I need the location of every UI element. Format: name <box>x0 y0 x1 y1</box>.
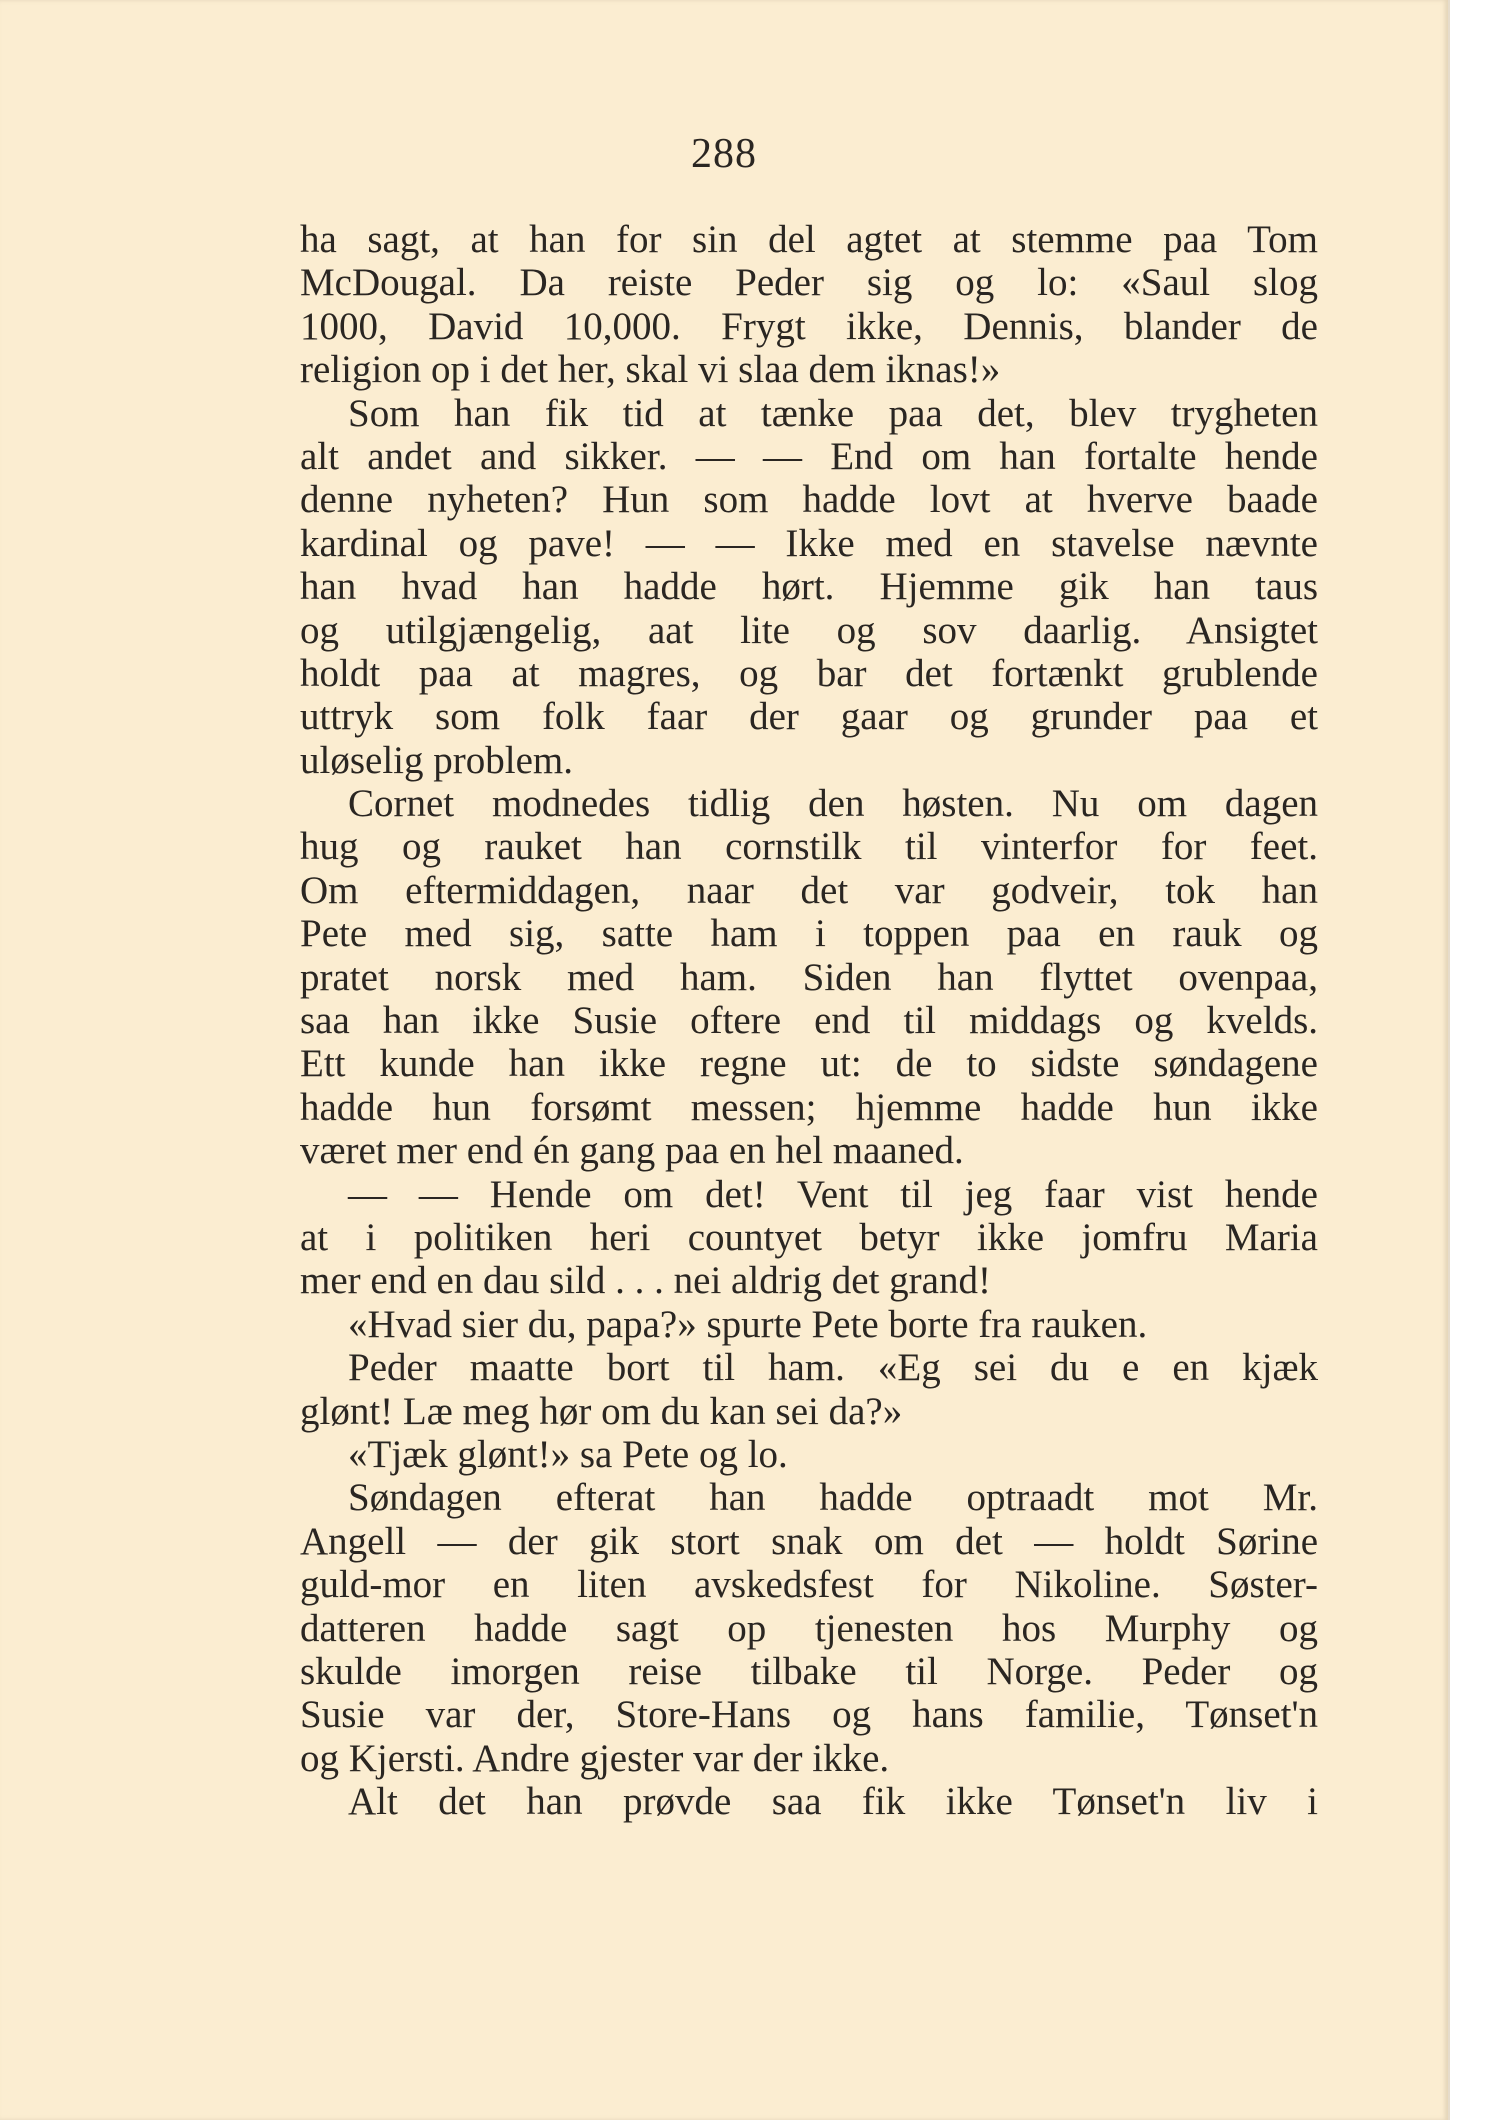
text-line: og utilgjængelig, aat lite og sov daarlig. Ansigtet <box>300 608 1318 652</box>
text-line: McDougal. Da reiste Peder sig og lo: «Saul slog <box>300 261 1318 305</box>
text-line: Angell — der gik stort snak om det — holdt Sørine <box>300 1519 1318 1563</box>
text-line: datteren hadde sagt op tjenesten hos Murphy og <box>300 1606 1318 1650</box>
text-line: Ett kunde han ikke regne ut: de to sidste søndagene <box>300 1042 1318 1086</box>
text-line: og Kjersti. Andre gjester var der ikke. <box>300 1736 890 1780</box>
text-line: Cornet modnedes tidlig den høsten. Nu om dagen <box>348 782 1318 826</box>
text-line: hadde hun forsømt messen; hjemme hadde hun ikke <box>300 1085 1318 1129</box>
text-line: at i politiken heri countyet betyr ikke jomfru Maria <box>300 1215 1318 1259</box>
text-line: «Hvad sier du, papa?» spurte Pete borte fra rauken. <box>348 1302 1148 1346</box>
text-line: Som han fik tid at tænke paa det, blev trygheten <box>348 391 1318 435</box>
text-line: — — Hende om det! Vent til jeg faar vist hende <box>348 1172 1318 1216</box>
text-line: ha sagt, at han for sin del agtet at stemme paa Tom <box>300 218 1318 261</box>
text-line: Pete med sig, satte ham i toppen paa en rauk og <box>300 912 1318 956</box>
text-line: denne nyheten? Hun som hadde lovt at hverve baade <box>300 478 1318 522</box>
text-line: skulde imorgen reise tilbake til Norge. Peder og <box>300 1649 1318 1693</box>
text-line: Om eftermiddagen, naar det var godveir, tok han <box>300 868 1318 912</box>
text-line: uttryk som folk faar der gaar og grunder paa et <box>300 695 1318 739</box>
text-line: mer end en dau sild . . . nei aldrig det grand! <box>300 1259 991 1303</box>
text-line: hug og rauket han cornstilk til vinterfor for feet. <box>300 825 1318 869</box>
text-line: pratet norsk med ham. Siden han flyttet ovenpaa, <box>300 955 1318 999</box>
text-line: saa han ikke Susie oftere end til middags og kvelds. <box>300 999 1318 1043</box>
text-line: guld-mor en liten avskedsfest for Nikoline. Søster- <box>300 1563 1318 1607</box>
text-line: «Tjæk glønt!» sa Pete og lo. <box>348 1432 788 1476</box>
body-text <box>300 218 1318 1823</box>
text-line: han hvad han hadde hørt. Hjemme gik han taus <box>300 565 1318 609</box>
text-line: Peder maatte bort til ham. «Eg sei du e en kjæk <box>348 1346 1318 1390</box>
text-line: uløselig problem. <box>300 738 573 782</box>
text-line: religion op i det her, skal vi slaa dem iknas!» <box>300 348 1001 392</box>
text-line: Alt det han prøvde saa fik ikke Tønset'n liv i <box>348 1780 1318 1824</box>
text-line: kardinal og pave! — — Ikke med en stavelse nævnte <box>300 521 1318 565</box>
text-line: holdt paa at magres, og bar det fortænkt grublende <box>300 651 1318 695</box>
text-line: Susie var der, Store-Hans og hans familie, Tønset'n <box>300 1693 1318 1737</box>
text-line: alt andet and sikker. — — End om han fortalte hende <box>300 434 1318 478</box>
text-line: 1000, David 10,000. Frygt ikke, Dennis, blander de <box>300 304 1318 348</box>
text-line: Søndagen efterat han hadde optraadt mot Mr. <box>348 1476 1318 1520</box>
page-number: 288 <box>691 131 757 177</box>
page-edge <box>1448 0 1450 2120</box>
text-line: været mer end én gang paa en hel maaned. <box>300 1129 964 1173</box>
text-line: glønt! Læ meg hør om du kan sei da?» <box>300 1389 903 1433</box>
